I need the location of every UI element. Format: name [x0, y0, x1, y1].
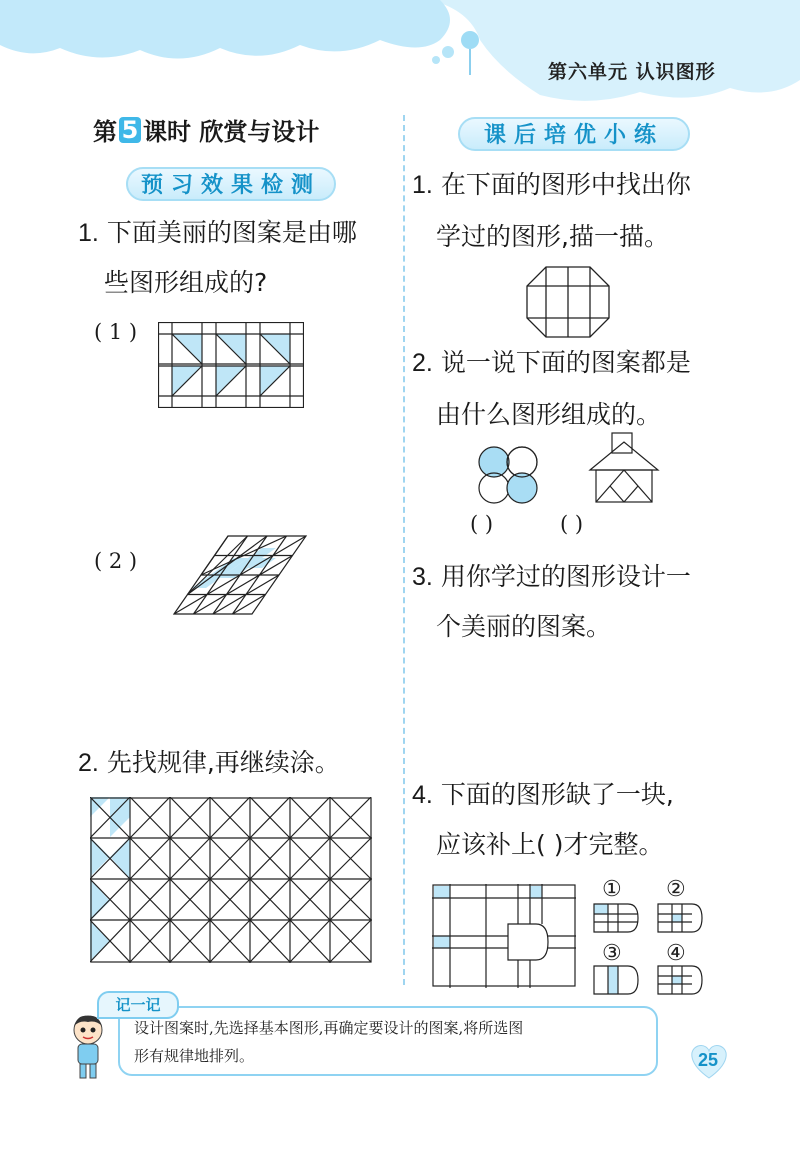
octagon-figure	[526, 266, 610, 338]
lesson-prefix: 第	[93, 118, 117, 146]
left-q2	[78, 738, 340, 788]
right-q4-number: 4.	[412, 781, 433, 809]
circles-figure	[476, 446, 540, 504]
lesson-title	[93, 112, 319, 147]
right-q2-number: 2.	[412, 349, 433, 377]
right-q3-number: 3.	[412, 563, 433, 591]
left-q2-text: 先找规律,再继续涂。	[106, 748, 340, 777]
right-q1-line1	[412, 160, 691, 210]
left-q1-line2: 些图形组成的?	[104, 268, 268, 297]
note-tag: 记一记	[97, 991, 179, 1019]
right-q4-line2[interactable]: 应该补上( )才完整。	[436, 830, 664, 859]
option-2[interactable]	[658, 876, 702, 932]
right-q2-line2: 由什么图形组成的。	[436, 400, 662, 429]
left-q1-line1	[78, 208, 357, 258]
right-q2-blank2[interactable]: ( )	[560, 512, 584, 536]
left-sub1-label: ( 1 )	[94, 320, 138, 344]
page-number: 25	[697, 1050, 719, 1070]
right-q1-line2: 学过的图形,描一描。	[436, 222, 669, 251]
right-q3-line2: 个美丽的图案。	[436, 612, 612, 641]
left-q1-number: 1.	[78, 219, 99, 247]
option-3-label: ③	[602, 940, 622, 965]
answer-options	[592, 874, 722, 998]
unit-title: 第六单元 认识图形	[548, 61, 716, 83]
house-figure	[588, 432, 660, 504]
option-4[interactable]	[658, 940, 702, 994]
right-q2-blank1[interactable]: ( )	[470, 512, 494, 536]
left-q2-number: 2.	[78, 749, 99, 777]
option-1[interactable]	[594, 876, 638, 932]
right-q3-line1	[412, 552, 691, 602]
column-divider	[403, 115, 405, 985]
lesson-number: 5	[119, 117, 141, 143]
option-1-label: ①	[602, 876, 622, 901]
incomplete-figure	[432, 884, 576, 988]
right-q4-text1: 下面的图形缺了一块,	[440, 780, 674, 809]
header-banner	[0, 0, 800, 110]
note-line1: 设计图案时,先选择基本图形,再确定要设计的图案,将所选图	[134, 1019, 524, 1037]
lesson-suffix: 课时 欣赏与设计	[143, 118, 320, 146]
coloring-grid	[90, 797, 372, 963]
option-3[interactable]	[594, 940, 638, 994]
right-q2-line1	[412, 338, 691, 388]
right-q1-text1: 在下面的图形中找出你	[440, 170, 691, 199]
pattern-1-grid	[158, 322, 304, 408]
right-q1-number: 1.	[412, 171, 433, 199]
option-4-label: ④	[666, 940, 686, 965]
right-q2-text1: 说一说下面的图案都是	[440, 348, 691, 377]
note-line2: 形有规律地排列。	[134, 1047, 255, 1065]
note-box	[118, 1006, 658, 1076]
right-q3-text1: 用你学过的图形设计一	[440, 562, 691, 591]
right-section-title: 课后培优小练	[458, 117, 690, 151]
right-q4-line1	[412, 770, 674, 820]
pattern-2-rhombus	[172, 530, 308, 616]
left-section-title: 预习效果检测	[126, 167, 336, 201]
option-2-label: ②	[666, 876, 686, 901]
left-sub2-label: ( 2 )	[94, 549, 138, 573]
left-q1-text1: 下面美丽的图案是由哪	[106, 218, 357, 247]
mascot-icon	[68, 1012, 108, 1082]
